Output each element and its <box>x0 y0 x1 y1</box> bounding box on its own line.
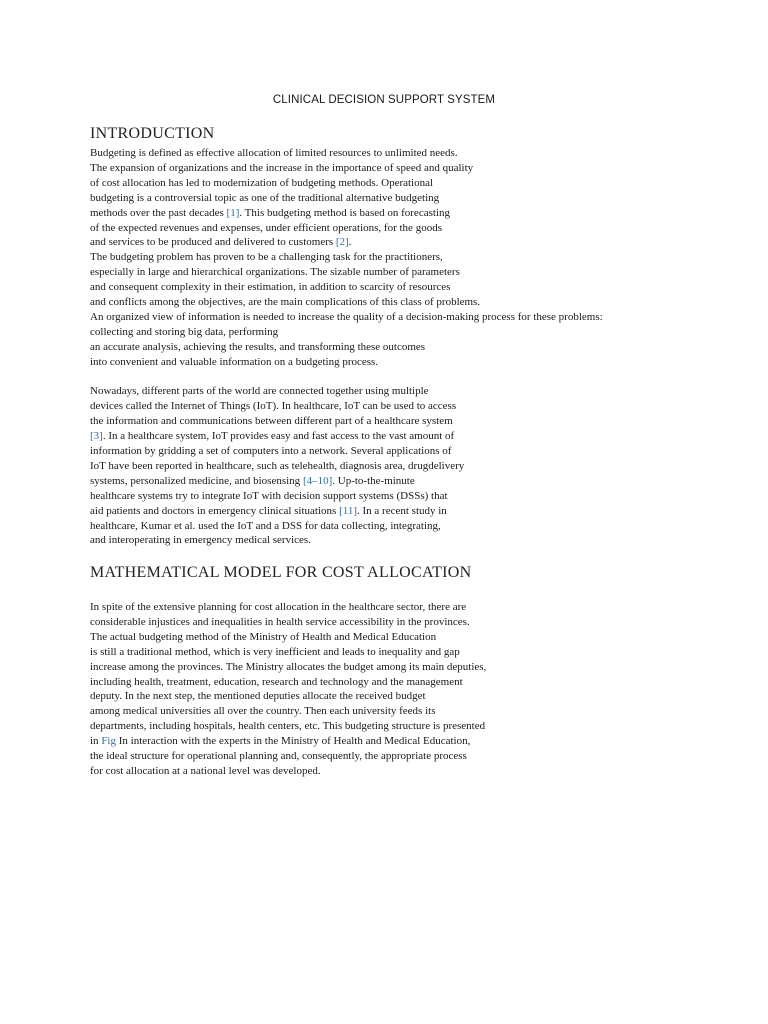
section-heading-model: MATHEMATICAL MODEL FOR COST ALLOCATION <box>90 564 472 581</box>
text-segment: increase among the provinces. The Ministry allocates the budget among its main deputies, <box>90 660 487 673</box>
text-segment: of cost allocation has led to modernization of budgeting methods. Operational <box>90 176 434 189</box>
document-title: CLINICAL DECISION SUPPORT SYSTEM <box>272 94 496 106</box>
text-line <box>90 221 442 236</box>
text-segment: healthcare systems try to integrate IoT with decision support systems (DSSs) that <box>90 489 448 502</box>
text-line <box>90 161 473 176</box>
text-segment: departments, including hospitals, health centers, etc. This budgeting structure is presented <box>90 720 486 733</box>
text-segment: information by gridding a set of computers into a network. Several applications of <box>90 445 452 457</box>
citation-link[interactable]: [2] <box>335 236 349 249</box>
text-segment: devices called the Internet of Things (IoT). In healthcare, IoT can be used to access <box>90 400 457 413</box>
text-line <box>90 600 466 615</box>
text-segment: An organized view of information is needed to increase the quality of a decision-making process for these problems: <box>90 310 603 323</box>
text-segment: considerable injustices and inequalities in health service accessibility in the provinces. <box>90 615 470 628</box>
text-segment: . <box>348 236 352 249</box>
text-line <box>90 704 435 719</box>
text-line <box>90 235 351 250</box>
text-segment: aid patients and doctors in emergency clinical situations <box>90 504 340 517</box>
text-line <box>90 734 470 749</box>
text-line <box>90 689 426 704</box>
text-segment: and services to be produced and delivered to customers <box>90 236 336 249</box>
text-segment: collecting and storing big data, performing <box>90 325 279 338</box>
text-segment: . In a recent study in <box>357 504 447 517</box>
text-segment: in <box>90 735 102 748</box>
text-line <box>90 414 453 429</box>
text-segment: for cost allocation at a national level was developed. <box>90 764 321 777</box>
text-line <box>90 206 450 221</box>
text-segment: In interaction with the experts in the Ministry of Health and Medical Education, <box>116 735 471 748</box>
text-line <box>90 340 425 355</box>
text-line <box>90 764 321 779</box>
citation-link[interactable]: [3] <box>90 430 103 443</box>
text-line <box>90 630 436 645</box>
text-segment: Nowadays, different parts of the world are connected together using multiple <box>90 385 429 398</box>
text-line <box>90 459 464 474</box>
text-segment: . In a healthcare system, IoT provides easy and fast access to the vast amount of <box>102 430 455 443</box>
text-segment: The expansion of organizations and the increase in the importance of speed and quality <box>90 161 474 174</box>
text-segment: the information and communications between different part of a healthcare system <box>90 415 453 428</box>
text-line <box>90 280 450 295</box>
text-line <box>90 474 415 489</box>
text-segment: budgeting is a controversial topic as one of the traditional alternative budgeting <box>90 191 440 204</box>
text-segment: of the expected revenues and expenses, under efficient operations, for the goods <box>90 221 442 234</box>
text-line <box>90 645 460 660</box>
text-segment: . Up-to-the-minute <box>332 474 415 487</box>
text-line <box>90 504 447 519</box>
text-line <box>90 444 451 459</box>
text-line <box>90 325 278 340</box>
text-segment: systems, personalized medicine, and biosensing <box>90 474 303 487</box>
text-segment: an accurate analysis, achieving the results, and transforming these outcomes <box>90 340 426 353</box>
citation-link[interactable]: [11] <box>339 504 357 517</box>
text-line <box>90 176 433 191</box>
text-segment: IoT have been reported in healthcare, such as telehealth, diagnosis area, drugdelivery <box>90 459 465 472</box>
text-segment: into convenient and valuable information on a budgeting process. <box>90 355 379 368</box>
text-line <box>90 675 463 690</box>
text-segment: healthcare, Kumar et al. used the IoT and a DSS for data collecting, integrating, <box>90 519 441 532</box>
text-line <box>90 355 378 370</box>
text-line <box>90 429 454 444</box>
text-line <box>90 295 480 310</box>
text-line <box>90 250 443 265</box>
text-line <box>90 749 467 764</box>
text-line <box>90 489 448 504</box>
text-line <box>90 660 486 675</box>
text-segment: is still a traditional method, which is very inefficient and leads to inequality and gap <box>90 645 460 658</box>
text-segment: and conflicts among the objectives, are the main complications of this class of problems. <box>90 296 481 308</box>
text-line <box>90 384 429 399</box>
text-line <box>90 615 470 630</box>
text-line <box>90 399 456 414</box>
text-segment: the ideal structure for operational planning and, consequently, the appropriate process <box>90 750 467 762</box>
text-line <box>90 533 311 548</box>
citation-link[interactable]: [1] <box>226 206 240 219</box>
text-line <box>90 719 485 734</box>
citation-link[interactable]: Fig <box>101 735 116 748</box>
text-segment: and interoperating in emergency medical services. <box>90 534 311 547</box>
citation-link[interactable]: [4–10] <box>302 474 333 487</box>
section-heading-introduction: INTRODUCTION <box>90 125 215 142</box>
text-line <box>90 146 458 161</box>
text-segment: Budgeting is defined as effective allocation of limited resources to unlimited needs. <box>90 147 458 159</box>
text-segment: The budgeting problem has proven to be a challenging task for the practitioners, <box>90 251 443 264</box>
text-line <box>90 265 460 280</box>
text-segment: methods over the past decades <box>90 206 227 219</box>
text-segment: including health, treatment, education, research and technology and the management <box>90 675 463 688</box>
text-segment: . This budgeting method is based on forecasting <box>239 206 450 219</box>
text-line <box>90 310 603 325</box>
text-segment: In spite of the extensive planning for cost allocation in the healthcare sector, there are <box>90 601 467 613</box>
text-segment: among medical universities all over the country. Then each university feeds its <box>90 705 436 718</box>
text-segment: especially in large and hierarchical organizations. The sizable number of parameters <box>90 266 460 279</box>
text-segment: and consequent complexity in their estimation, in addition to scarcity of resources <box>90 281 451 294</box>
text-segment: deputy. In the next step, the mentioned deputies allocate the received budget <box>90 690 426 703</box>
text-segment: The actual budgeting method of the Ministry of Health and Medical Education <box>90 630 437 643</box>
text-line <box>90 191 439 206</box>
text-line <box>90 519 441 534</box>
